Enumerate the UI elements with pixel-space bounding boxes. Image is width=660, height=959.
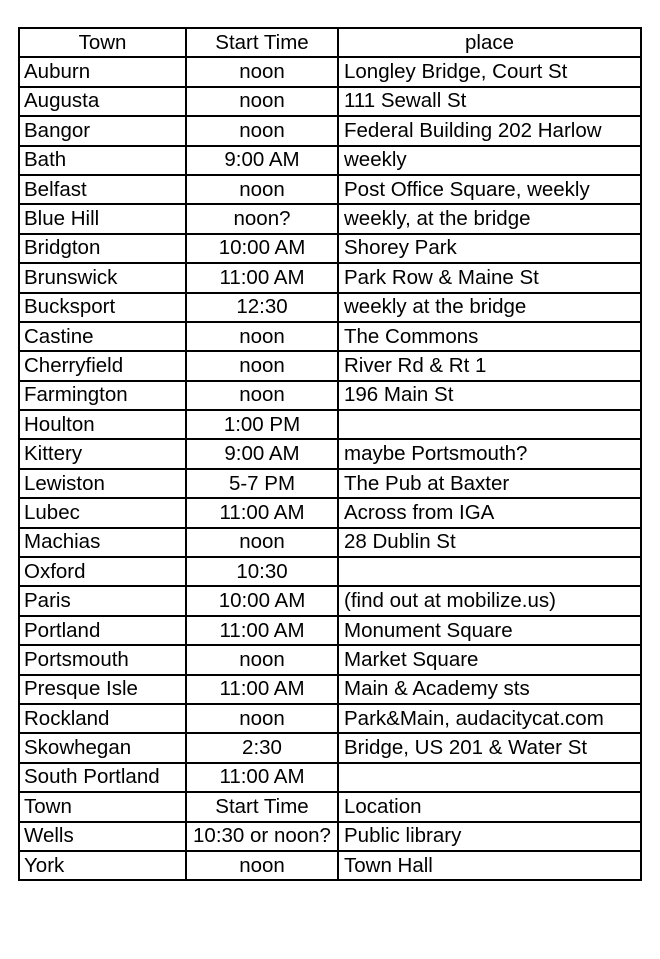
place-cell[interactable]: 28 Dublin St: [338, 528, 641, 557]
start-time-cell[interactable]: noon: [186, 381, 338, 410]
events-table: [18, 27, 642, 881]
table-row: [19, 675, 641, 704]
table-row: [19, 851, 641, 880]
place-cell[interactable]: Town Hall: [338, 851, 641, 880]
place-cell[interactable]: Federal Building 202 Harlow: [338, 116, 641, 145]
place-cell[interactable]: weekly at the bridge: [338, 293, 641, 322]
table-row: [19, 116, 641, 145]
town-cell[interactable]: Oxford: [19, 557, 186, 586]
table-row: [19, 616, 641, 645]
table-row: [19, 733, 641, 762]
place-cell[interactable]: Location: [338, 792, 641, 821]
start-time-cell[interactable]: 2:30: [186, 733, 338, 762]
town-cell[interactable]: York: [19, 851, 186, 880]
town-cell[interactable]: Rockland: [19, 704, 186, 733]
town-cell[interactable]: Bridgton: [19, 234, 186, 263]
start-time-cell[interactable]: 9:00 AM: [186, 146, 338, 175]
start-time-cell[interactable]: 9:00 AM: [186, 439, 338, 468]
table-row: [19, 498, 641, 527]
table-row: [19, 410, 641, 439]
town-cell[interactable]: Houlton: [19, 410, 186, 439]
start-time-cell[interactable]: noon: [186, 851, 338, 880]
start-time-cell[interactable]: noon: [186, 322, 338, 351]
start-time-cell[interactable]: 11:00 AM: [186, 263, 338, 292]
place-cell[interactable]: Main & Academy sts: [338, 675, 641, 704]
place-cell[interactable]: 111 Sewall St: [338, 87, 641, 116]
table-row: [19, 234, 641, 263]
town-cell[interactable]: Machias: [19, 528, 186, 557]
start-time-cell[interactable]: noon: [186, 57, 338, 86]
table-row: [19, 322, 641, 351]
place-cell[interactable]: River Rd & Rt 1: [338, 351, 641, 380]
start-time-cell[interactable]: 5-7 PM: [186, 469, 338, 498]
town-cell[interactable]: Bangor: [19, 116, 186, 145]
table-row: [19, 792, 641, 821]
table-row: [19, 293, 641, 322]
start-time-cell[interactable]: 10:00 AM: [186, 586, 338, 615]
table-row: [19, 204, 641, 233]
table-row: [19, 645, 641, 674]
town-cell[interactable]: Presque Isle: [19, 675, 186, 704]
table-row: [19, 586, 641, 615]
start-time-cell[interactable]: noon: [186, 87, 338, 116]
start-time-cell[interactable]: 12:30: [186, 293, 338, 322]
place-cell[interactable]: [338, 410, 641, 439]
place-cell[interactable]: Shorey Park: [338, 234, 641, 263]
place-cell[interactable]: [338, 557, 641, 586]
place-cell[interactable]: 196 Main St: [338, 381, 641, 410]
place-cell[interactable]: [338, 763, 641, 792]
place-cell[interactable]: Park&Main, audacitycat.com: [338, 704, 641, 733]
town-cell[interactable]: Lubec: [19, 498, 186, 527]
town-cell[interactable]: Portland: [19, 616, 186, 645]
table-row: [19, 704, 641, 733]
table-row: [19, 439, 641, 468]
start-time-cell[interactable]: 11:00 AM: [186, 498, 338, 527]
town-cell[interactable]: Skowhegan: [19, 733, 186, 762]
start-time-cell[interactable]: noon: [186, 175, 338, 204]
town-cell[interactable]: Belfast: [19, 175, 186, 204]
start-time-cell[interactable]: 10:00 AM: [186, 234, 338, 263]
start-time-cell[interactable]: 11:00 AM: [186, 616, 338, 645]
start-time-cell[interactable]: noon: [186, 116, 338, 145]
town-cell[interactable]: South Portland: [19, 763, 186, 792]
start-time-cell[interactable]: 10:30 or noon?: [186, 822, 338, 851]
table-row: [19, 381, 641, 410]
table-row: [19, 57, 641, 86]
town-cell[interactable]: Lewiston: [19, 469, 186, 498]
place-cell[interactable]: Park Row & Maine St: [338, 263, 641, 292]
start-time-cell[interactable]: 11:00 AM: [186, 675, 338, 704]
town-cell[interactable]: Blue Hill: [19, 204, 186, 233]
town-cell[interactable]: Bucksport: [19, 293, 186, 322]
place-cell[interactable]: The Pub at Baxter: [338, 469, 641, 498]
town-cell[interactable]: Augusta: [19, 87, 186, 116]
place-cell[interactable]: (find out at mobilize.us): [338, 586, 641, 615]
table-row: [19, 528, 641, 557]
town-cell[interactable]: Farmington: [19, 381, 186, 410]
table-row: [19, 822, 641, 851]
column-header-start-time[interactable]: Start Time: [186, 28, 338, 57]
place-cell[interactable]: weekly, at the bridge: [338, 204, 641, 233]
start-time-cell[interactable]: noon: [186, 704, 338, 733]
table-row: [19, 469, 641, 498]
place-cell[interactable]: Across from IGA: [338, 498, 641, 527]
place-cell[interactable]: Longley Bridge, Court St: [338, 57, 641, 86]
town-cell[interactable]: Town: [19, 792, 186, 821]
column-header-town[interactable]: Town: [19, 28, 186, 57]
table-row: [19, 87, 641, 116]
start-time-cell[interactable]: 1:00 PM: [186, 410, 338, 439]
place-cell[interactable]: The Commons: [338, 322, 641, 351]
table-row: [19, 263, 641, 292]
start-time-cell[interactable]: noon: [186, 528, 338, 557]
start-time-cell[interactable]: noon: [186, 351, 338, 380]
table-row: [19, 175, 641, 204]
place-cell[interactable]: Post Office Square, weekly: [338, 175, 641, 204]
header-row: [19, 28, 641, 57]
town-cell[interactable]: Paris: [19, 586, 186, 615]
town-cell[interactable]: Bath: [19, 146, 186, 175]
town-cell[interactable]: Auburn: [19, 57, 186, 86]
start-time-cell[interactable]: 10:30: [186, 557, 338, 586]
place-cell[interactable]: maybe Portsmouth?: [338, 439, 641, 468]
table-row: [19, 146, 641, 175]
town-cell[interactable]: Kittery: [19, 439, 186, 468]
town-cell[interactable]: Wells: [19, 822, 186, 851]
table-row: [19, 351, 641, 380]
place-cell[interactable]: Market Square: [338, 645, 641, 674]
town-cell[interactable]: Castine: [19, 322, 186, 351]
start-time-cell[interactable]: noon?: [186, 204, 338, 233]
place-cell[interactable]: Bridge, US 201 & Water St: [338, 733, 641, 762]
place-cell[interactable]: Monument Square: [338, 616, 641, 645]
table-row: [19, 557, 641, 586]
column-header-place[interactable]: place: [338, 28, 641, 57]
town-cell[interactable]: Brunswick: [19, 263, 186, 292]
town-cell[interactable]: Cherryfield: [19, 351, 186, 380]
table-row: [19, 763, 641, 792]
start-time-cell[interactable]: 11:00 AM: [186, 763, 338, 792]
start-time-cell[interactable]: noon: [186, 645, 338, 674]
place-cell[interactable]: Public library: [338, 822, 641, 851]
town-cell[interactable]: Portsmouth: [19, 645, 186, 674]
place-cell[interactable]: weekly: [338, 146, 641, 175]
start-time-cell[interactable]: Start Time: [186, 792, 338, 821]
